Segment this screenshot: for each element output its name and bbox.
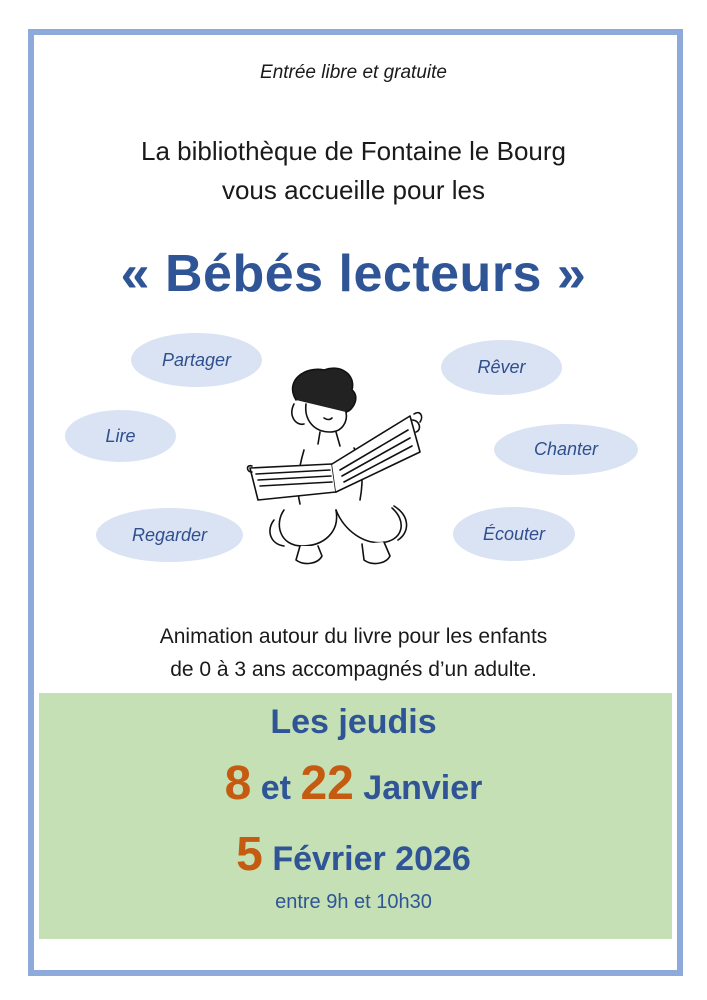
bubble-lire-label: Lire	[105, 425, 136, 446]
entry-note: Entrée libre et gratuite	[260, 62, 447, 83]
dates-line-2	[0, 827, 707, 882]
date-day-1: 8	[224, 757, 252, 810]
bubble-ecouter	[453, 507, 575, 561]
lead-text	[0, 132, 707, 210]
date-conjunction: et	[260, 769, 291, 807]
date-month-1: Janvier	[363, 769, 483, 807]
description-line-2: de 0 à 3 ans accompagnés d’un adulte.	[170, 658, 537, 681]
bubble-partager-label: Partager	[161, 349, 232, 370]
dates-line-1	[0, 756, 707, 811]
bubble-regarder	[96, 508, 243, 562]
schedule-hours: entre 9h et 10h30	[275, 891, 432, 913]
bubble-partager	[131, 333, 262, 387]
lead-line-1: La bibliothèque de Fontaine le Bourg	[141, 136, 566, 166]
date-month-2: Février 2026	[272, 840, 471, 878]
description-line-1: Animation autour du livre pour les enfants	[159, 625, 548, 648]
child-reading-illustration	[244, 360, 426, 572]
bubble-rever-label: Rêver	[477, 357, 526, 377]
description	[0, 620, 707, 686]
schedule-heading: Les jeudis	[270, 703, 437, 741]
bubble-chanter-label: Chanter	[533, 439, 599, 459]
date-day-3: 5	[236, 828, 263, 881]
lead-line-2: vous accueille pour les	[221, 175, 486, 205]
bubble-rever	[441, 340, 562, 395]
bubble-ecouter-label: Écouter	[482, 523, 546, 544]
bubble-lire	[65, 410, 176, 462]
poster-title: « Bébés lecteurs »	[120, 245, 587, 303]
date-day-2: 22	[300, 757, 354, 810]
bubble-regarder-label: Regarder	[131, 524, 208, 545]
bubble-chanter	[494, 424, 638, 475]
